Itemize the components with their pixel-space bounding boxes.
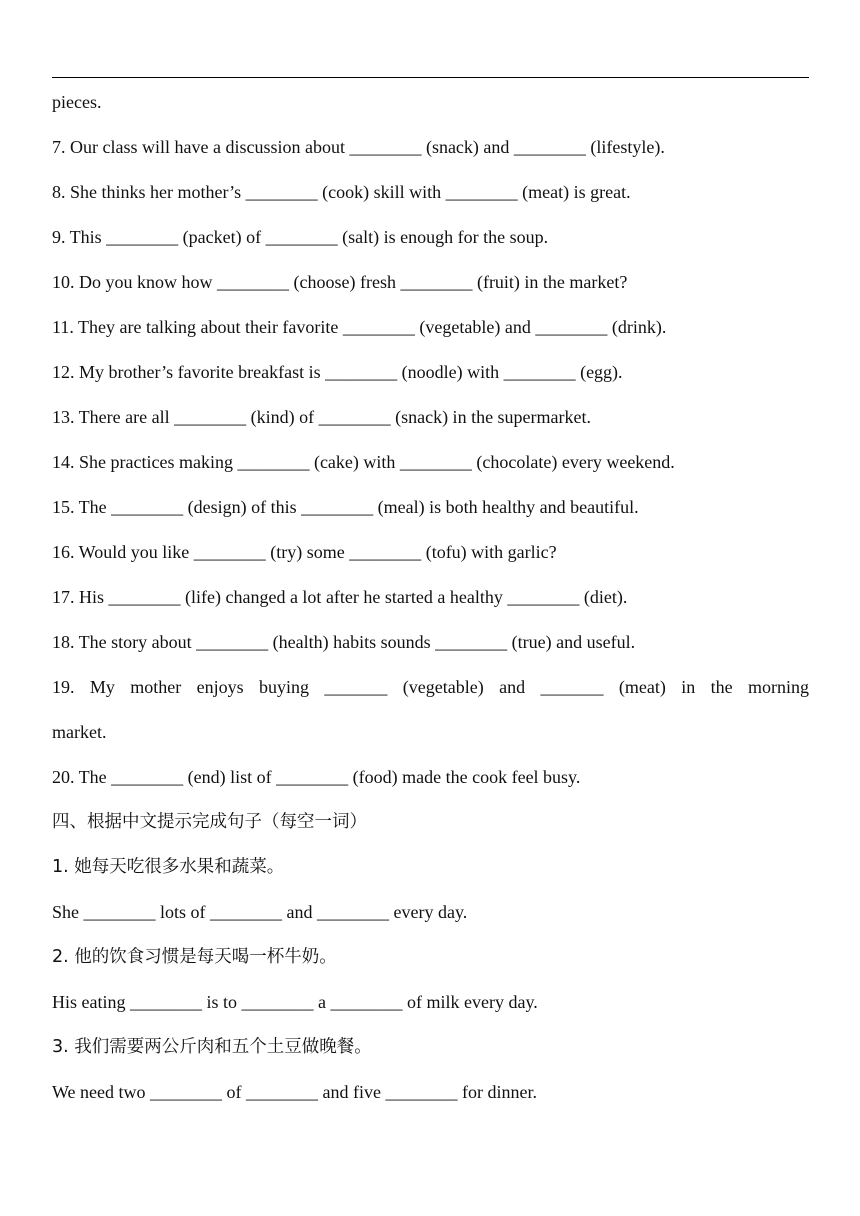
- translation-1-chinese: 1. 她每天吃很多水果和蔬菜。: [52, 857, 285, 877]
- worksheet-content: [52, 85, 809, 1120]
- exercise-19-continued: market.: [52, 722, 107, 742]
- exercise-10: 10. Do you know how ________ (choose) fresh ________ (fruit) in the market?: [52, 272, 628, 292]
- exercise-7: 7. Our class will have a discussion about ________ (snack) and ________ (lifestyle).: [52, 137, 665, 157]
- header-rule: [52, 77, 809, 78]
- exercise-8: 8. She thinks her mother’s ________ (cook) skill with ________ (meat) is great.: [52, 182, 631, 202]
- translation-1-english: She ________ lots of ________ and ________ every day.: [52, 902, 468, 922]
- exercise-13: 13. There are all ________ (kind) of ________ (snack) in the supermarket.: [52, 407, 592, 427]
- exercise-17: 17. His ________ (life) changed a lot after he started a healthy ________ (diet).: [52, 587, 628, 607]
- exercise-16: 16. Would you like ________ (try) some ________ (tofu) with garlic?: [52, 542, 557, 562]
- exercise-19: 19. My mother enjoys buying _______ (vegetable) and _______ (meat) in the morning: [52, 677, 809, 697]
- translation-2-english: His eating ________ is to ________ a ________ of milk every day.: [52, 992, 538, 1012]
- exercise-20: 20. The ________ (end) list of ________ (food) made the cook feel busy.: [52, 767, 581, 787]
- exercise-9: 9. This ________ (packet) of ________ (salt) is enough for the soup.: [52, 227, 549, 247]
- exercise-18: 18. The story about ________ (health) habits sounds ________ (true) and useful.: [52, 632, 636, 652]
- translation-2-chinese: 2. 他的饮食习惯是每天喝一杯牛奶。: [52, 947, 337, 967]
- translation-3-english: We need two ________ of ________ and five ________ for dinner.: [52, 1082, 537, 1102]
- exercise-15: 15. The ________ (design) of this ________ (meal) is both healthy and beautiful.: [52, 497, 639, 517]
- exercise-11: 11. They are talking about their favorite ________ (vegetable) and ________ (drink).: [52, 317, 667, 337]
- continued-text: pieces.: [52, 92, 102, 112]
- exercise-14: 14. She practices making ________ (cake) with ________ (chocolate) every weekend.: [52, 452, 675, 472]
- translation-3-chinese: 3. 我们需要两公斤肉和五个土豆做晚餐。: [52, 1037, 372, 1057]
- section-4-heading: 四、根据中文提示完成句子（每空一词）: [52, 812, 367, 832]
- exercise-12: 12. My brother’s favorite breakfast is ________ (noodle) with ________ (egg).: [52, 362, 623, 382]
